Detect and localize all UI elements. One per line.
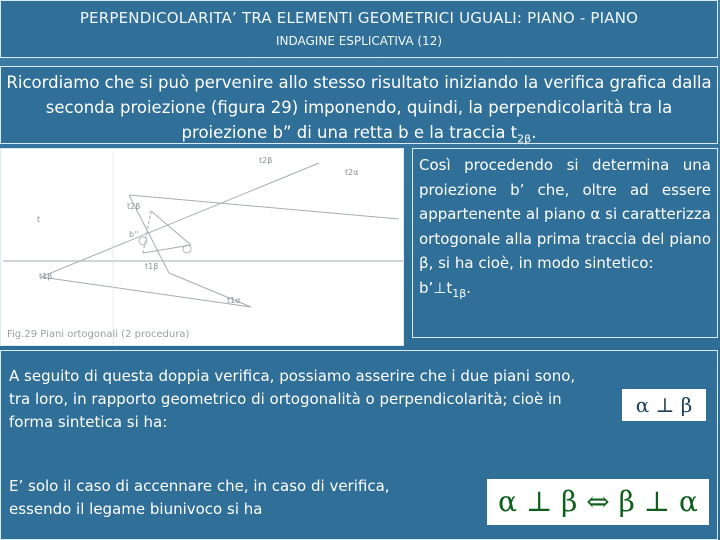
- formula-biunivocal: α ⊥ β ⇔ β ⊥ α: [487, 479, 709, 525]
- trace-t2a: [129, 195, 399, 219]
- label-t1: t: [37, 215, 41, 224]
- intro-subscript: 2β: [517, 132, 532, 146]
- intro-text: Ricordiamo che si può pervenire allo stesso risultato iniziando la verifica grafica dalla seconda proiezione (figura 29) imponendo, quindi, la perpendicolarità tra la proiezione b” di una retta b e la traccia t: [6, 73, 712, 142]
- side-paragraph: [412, 148, 718, 338]
- slide-title: PERPENDICOLARITA’ TRA ELEMENTI GEOMETRICI UGUALI: PIANO - PIANO: [79, 9, 639, 27]
- intro-paragraph: [0, 66, 718, 144]
- label-t2b: t2β: [259, 156, 273, 165]
- right-angle-mark: [183, 245, 191, 253]
- trace-t2b: [41, 163, 319, 277]
- projection-b2: [151, 211, 191, 245]
- conclusion-paragraph: A seguito di questa doppia verifica, possiamo asserire che i due piani sono, tra loro, in rapporto geometrico di ortogonalità o perpendicolarità; cioè in forma sintetica si ha:: [9, 367, 576, 431]
- side-formula-end: .: [466, 278, 472, 297]
- label-t2b-2: t2β: [127, 202, 141, 211]
- formula-orthogonal: α ⊥ β: [622, 389, 706, 421]
- slide-subtitle: INDAGINE ESPLICATIVA (12): [275, 34, 443, 48]
- side-text: Così procedendo si determina una proiezione b’ che, oltre ad essere appartenente al piano α si caratterizza ortogonale alla prima traccia del piano β, si ha cioè, in modo sintetico:: [419, 156, 711, 272]
- label-b2: b'': [129, 230, 139, 239]
- right-angle-mark-2: [139, 237, 147, 245]
- figure-29: [0, 148, 404, 346]
- trace-t1b: [41, 277, 251, 307]
- conclusion-box: [0, 350, 718, 540]
- title-box: [0, 0, 718, 58]
- label-t1a: t1α: [227, 296, 241, 305]
- label-t1b: t1β: [145, 262, 159, 271]
- label-t2a: t2α: [345, 168, 359, 177]
- side-formula-subscript: 1β: [452, 286, 467, 300]
- biunivocal-paragraph: E’ solo il caso di accennare che, in caso di verifica, essendo il legame biunivoco si ha: [9, 477, 390, 518]
- intro-end: .: [531, 123, 537, 142]
- label-t1b-2: t1β: [39, 272, 53, 281]
- figure-drawing: [1, 149, 405, 347]
- side-formula: b’⊥t: [419, 278, 453, 297]
- figure-caption: Fig.29 Piani ortogonali (2 procedura): [7, 329, 190, 340]
